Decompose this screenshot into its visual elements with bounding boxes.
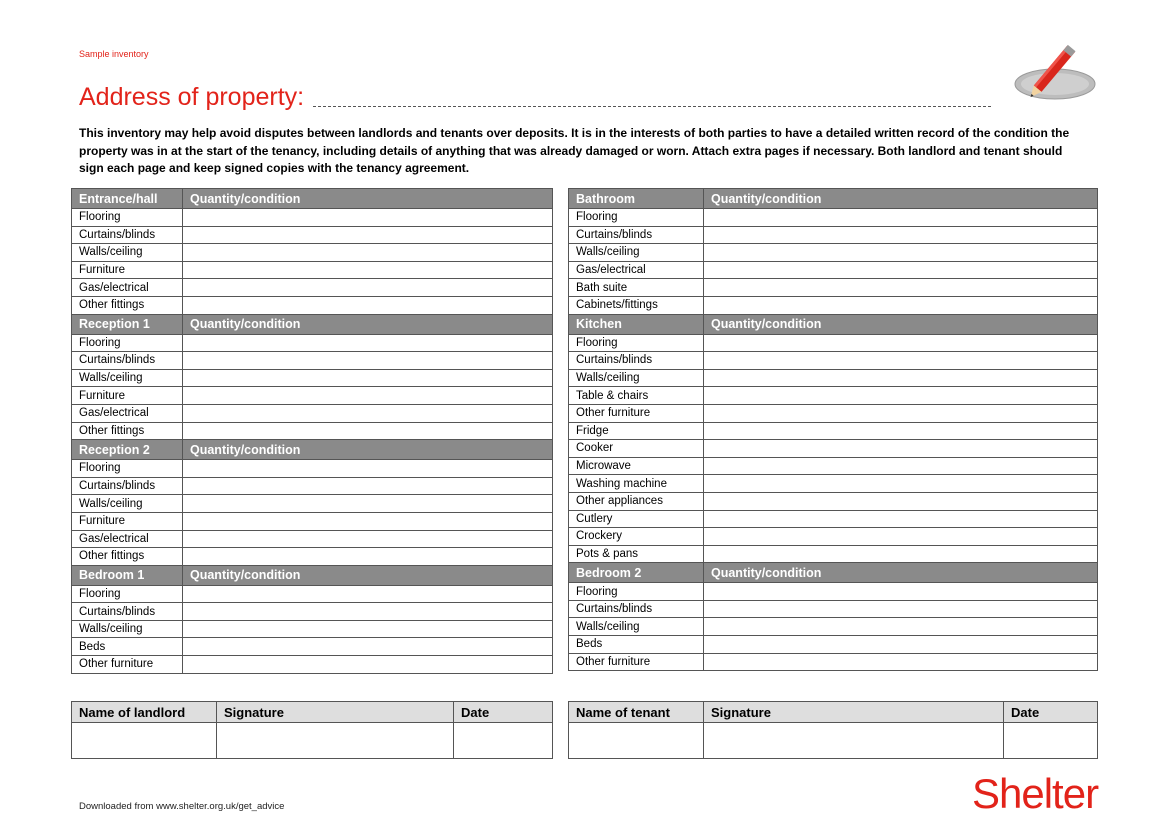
item-label: Bath suite [569,279,704,297]
condition-cell[interactable] [183,244,553,262]
inventory-row [72,495,553,513]
item-label: Gas/electrical [72,530,183,548]
item-label: Other furniture [569,653,704,671]
condition-cell[interactable] [704,352,1098,370]
condition-cell[interactable] [183,422,553,440]
tenant-date-header: Date [1004,702,1098,723]
address-label: Address of property: [79,83,305,111]
item-label: Washing machine [569,475,704,493]
inventory-row [569,528,1098,546]
inventory-row [569,600,1098,618]
quantity-condition-header: Quantity/condition [183,314,553,334]
inventory-row [569,369,1098,387]
inventory-row [569,296,1098,314]
item-label: Other appliances [569,492,704,510]
condition-cell[interactable] [704,475,1098,493]
item-label: Curtains/blinds [569,600,704,618]
inventory-row [72,477,553,495]
inventory-row [72,603,553,621]
condition-cell[interactable] [704,618,1098,636]
room-name: Bedroom 1 [72,565,183,585]
condition-cell[interactable] [704,528,1098,546]
condition-cell[interactable] [183,638,553,656]
quantity-condition-header: Quantity/condition [704,563,1098,583]
item-label: Crockery [569,528,704,546]
landlord-signature-header: Signature [217,702,454,723]
item-label: Fridge [569,422,704,440]
inventory-row [72,548,553,566]
quantity-condition-header: Quantity/condition [183,189,553,209]
room-name: Reception 2 [72,440,183,460]
item-label: Furniture [72,261,183,279]
room-header-row [72,189,553,209]
landlord-date-header: Date [454,702,553,723]
condition-cell[interactable] [183,603,553,621]
condition-cell[interactable] [704,334,1098,352]
inventory-row [569,387,1098,405]
quantity-condition-header: Quantity/condition [183,440,553,460]
condition-cell[interactable] [183,279,553,297]
landlord-signature-cell[interactable] [217,723,454,759]
footer-source: Downloaded from www.shelter.org.uk/get_advice [79,801,285,812]
item-label: Flooring [569,583,704,601]
item-label: Furniture [72,387,183,405]
inventory-row [72,585,553,603]
item-label: Flooring [72,334,183,352]
item-label: Curtains/blinds [569,352,704,370]
landlord-signature-table [71,701,553,759]
item-label: Cooker [569,440,704,458]
condition-cell[interactable] [704,440,1098,458]
condition-cell[interactable] [704,600,1098,618]
inventory-row [72,638,553,656]
inventory-row [569,404,1098,422]
inventory-row [72,369,553,387]
condition-cell[interactable] [183,226,553,244]
condition-cell[interactable] [704,226,1098,244]
condition-cell[interactable] [704,296,1098,314]
inventory-row [72,387,553,405]
inventory-row [72,261,553,279]
room-name: Bedroom 2 [569,563,704,583]
quantity-condition-header: Quantity/condition [704,189,1098,209]
inventory-row [569,457,1098,475]
item-label: Other furniture [72,656,183,674]
intro-text: This inventory may help avoid disputes between landlords and tenants over deposits. It is in the interests of both parties to have a detailed written record of the condition the property was in at the start of the tenancy, including details of anything that was already damaged or worn. Attach extra pages if necessary. Both landlord and tenant should sign each page and keep signed copies with the tenancy agreement. [79,126,1070,175]
landlord-date-cell[interactable] [454,723,553,759]
address-input-line[interactable] [313,106,991,107]
inventory-row [72,512,553,530]
item-label: Flooring [72,585,183,603]
condition-cell[interactable] [183,548,553,566]
condition-cell[interactable] [183,334,553,352]
inventory-row [569,636,1098,654]
condition-cell[interactable] [183,296,553,314]
item-label: Flooring [72,460,183,478]
inventory-row [72,656,553,674]
inventory-row [569,279,1098,297]
item-label: Walls/ceiling [72,495,183,513]
tenant-signature-table [568,701,1098,759]
inventory-row [569,226,1098,244]
inventory-row [569,261,1098,279]
room-header-row [72,314,553,334]
item-label: Curtains/blinds [569,226,704,244]
inventory-row [569,583,1098,601]
item-label: Beds [72,638,183,656]
right-inventory-body [569,189,1098,671]
condition-cell[interactable] [183,656,553,674]
tenant-name-cell[interactable] [569,723,704,759]
inventory-row [72,209,553,227]
item-label: Curtains/blinds [72,477,183,495]
condition-cell[interactable] [183,352,553,370]
inventory-row [569,510,1098,528]
landlord-name-cell[interactable] [72,723,217,759]
condition-cell[interactable] [704,653,1098,671]
condition-cell[interactable] [183,495,553,513]
condition-cell[interactable] [183,261,553,279]
item-label: Beds [569,636,704,654]
condition-cell[interactable] [704,261,1098,279]
room-header-row [72,565,553,585]
item-label: Gas/electrical [569,261,704,279]
condition-cell[interactable] [704,387,1098,405]
item-label: Walls/ceiling [72,620,183,638]
inventory-row [569,492,1098,510]
item-label: Furniture [72,512,183,530]
condition-cell[interactable] [704,545,1098,563]
condition-cell[interactable] [704,510,1098,528]
inventory-row [569,653,1098,671]
item-label: Gas/electrical [72,404,183,422]
item-label: Curtains/blinds [72,226,183,244]
condition-cell[interactable] [183,477,553,495]
item-label: Other fittings [72,296,183,314]
inventory-row [72,530,553,548]
item-label: Curtains/blinds [72,603,183,621]
quantity-condition-header: Quantity/condition [183,565,553,585]
item-label: Pots & pans [569,545,704,563]
room-header-row [72,440,553,460]
left-inventory-table [71,188,553,674]
condition-cell[interactable] [704,636,1098,654]
item-label: Walls/ceiling [569,369,704,387]
condition-cell[interactable] [704,404,1098,422]
condition-cell[interactable] [183,585,553,603]
item-label: Cutlery [569,510,704,528]
item-label: Microwave [569,457,704,475]
item-label: Walls/ceiling [569,244,704,262]
room-header-row [569,563,1098,583]
item-label: Flooring [72,209,183,227]
tenant-signature-cell[interactable] [704,723,1004,759]
landlord-name-header: Name of landlord [72,702,217,723]
condition-cell[interactable] [704,583,1098,601]
inventory-row [72,244,553,262]
room-name: Bathroom [569,189,704,209]
condition-cell[interactable] [704,457,1098,475]
right-inventory-table [568,188,1098,671]
inventory-row [569,209,1098,227]
condition-cell[interactable] [704,422,1098,440]
item-label: Walls/ceiling [72,369,183,387]
item-label: Walls/ceiling [72,244,183,262]
inventory-row [569,352,1098,370]
inventory-row [569,440,1098,458]
item-label: Curtains/blinds [72,352,183,370]
inventory-row [569,334,1098,352]
room-header-row [569,189,1098,209]
inventory-row [72,404,553,422]
left-inventory-body [72,189,553,674]
condition-cell[interactable] [704,492,1098,510]
condition-cell[interactable] [183,404,553,422]
tenant-name-header: Name of tenant [569,702,704,723]
condition-cell[interactable] [183,530,553,548]
condition-cell[interactable] [183,387,553,405]
item-label: Cabinets/fittings [569,296,704,314]
quantity-condition-header: Quantity/condition [704,314,1098,334]
condition-cell[interactable] [704,369,1098,387]
inventory-row [569,618,1098,636]
condition-cell[interactable] [704,279,1098,297]
item-label: Other furniture [569,404,704,422]
item-label: Gas/electrical [72,279,183,297]
pencil-icon [1012,38,1098,102]
item-label: Other fittings [72,422,183,440]
condition-cell[interactable] [183,369,553,387]
condition-cell[interactable] [183,620,553,638]
inventory-row [569,244,1098,262]
item-label: Table & chairs [569,387,704,405]
room-name: Kitchen [569,314,704,334]
inventory-row [72,352,553,370]
inventory-row [72,620,553,638]
room-name: Reception 1 [72,314,183,334]
inventory-row [72,422,553,440]
room-header-row [569,314,1098,334]
inventory-row [569,422,1098,440]
tenant-signature-header: Signature [704,702,1004,723]
room-name: Entrance/hall [72,189,183,209]
condition-cell[interactable] [183,209,553,227]
condition-cell[interactable] [183,460,553,478]
condition-cell[interactable] [183,512,553,530]
inventory-row [72,226,553,244]
inventory-row [72,334,553,352]
inventory-row [569,545,1098,563]
shelter-logo: Shelter [972,770,1099,817]
document-tag: Sample inventory [79,49,149,59]
inventory-row [569,475,1098,493]
condition-cell[interactable] [704,244,1098,262]
item-label: Flooring [569,209,704,227]
item-label: Flooring [569,334,704,352]
item-label: Other fittings [72,548,183,566]
tenant-date-cell[interactable] [1004,723,1098,759]
condition-cell[interactable] [704,209,1098,227]
item-label: Walls/ceiling [569,618,704,636]
inventory-row [72,279,553,297]
inventory-row [72,460,553,478]
inventory-row [72,296,553,314]
